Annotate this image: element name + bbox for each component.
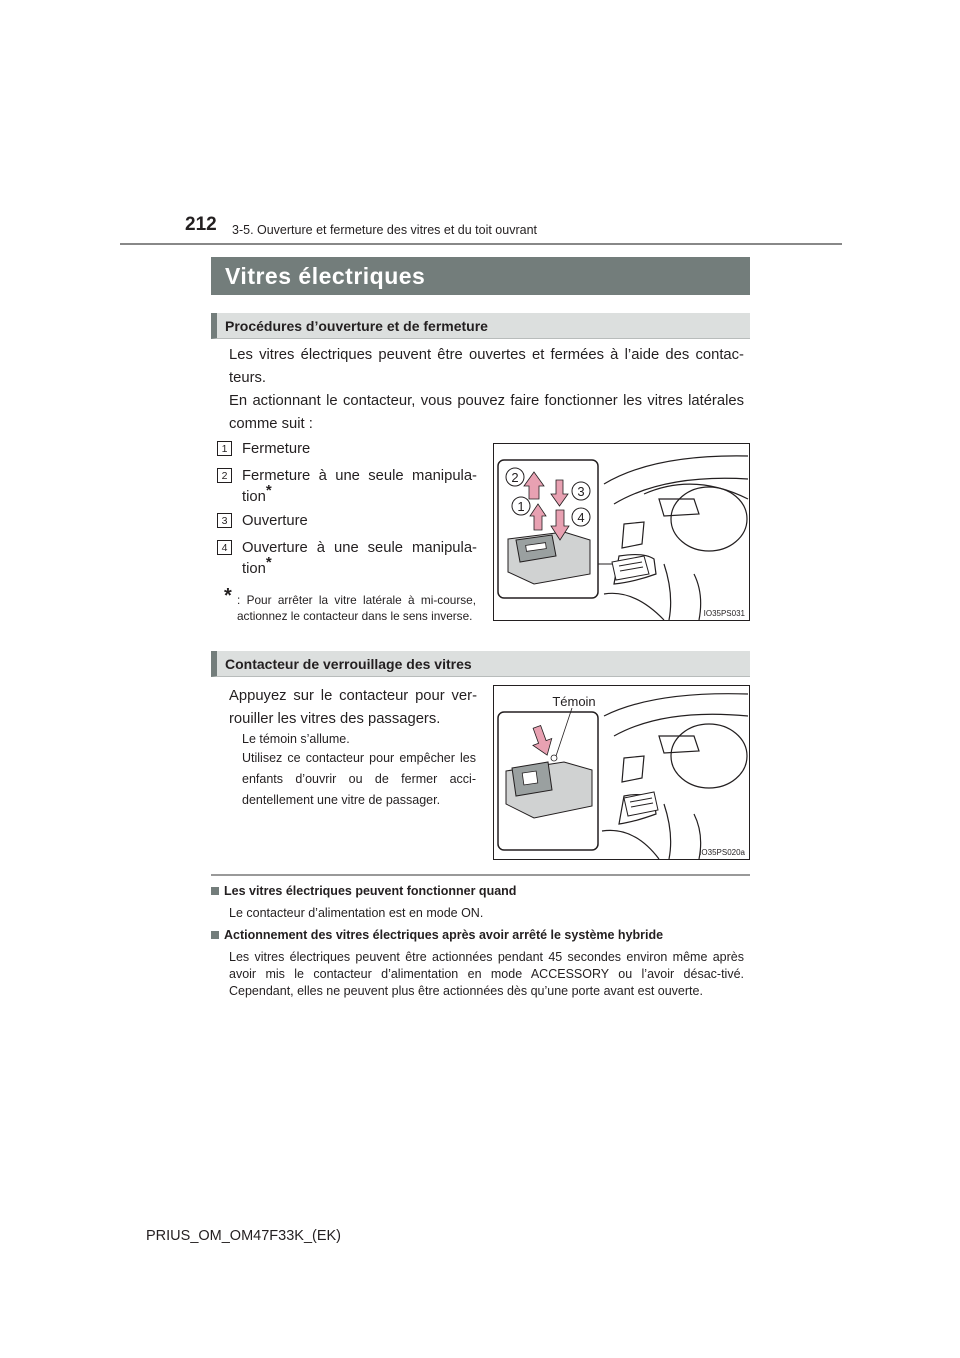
indicator-text: Le témoin s’allume. <box>242 732 350 746</box>
note-heading-text: Actionnement des vitres électriques après avoir arrêté le système hybride <box>224 928 664 942</box>
footnote-text: : Pour arrêter la vitre latérale à mi-course, actionnez le contacteur dans le sens inverse. <box>237 593 476 623</box>
footnote <box>224 585 476 624</box>
figure-code: IO35PS031 <box>703 609 745 618</box>
note-body: Les vitres électriques peuvent être actionnées pendant 45 secondes environ même après avoir mis le contacteur d’alimentation en mode ACCESSORY ou l’avoir désac-tivé. Cependant, elles ne peuvent plus être actionnées dès qu’une porte avant est ouverte. <box>229 950 744 998</box>
callout-label: 3 <box>577 484 585 499</box>
intro-paragraph-1: Les vitres électriques peuvent être ouvertes et fermées à l’aide des contac-teurs. <box>229 347 744 386</box>
list-item <box>221 439 477 460</box>
note-body: Le contacteur d’alimentation est en mode ON. <box>229 906 484 920</box>
figure-lock-switch <box>493 685 750 860</box>
callout-label: 4 <box>577 510 585 525</box>
note-heading <box>211 928 663 942</box>
item-text: Fermeture <box>242 441 311 457</box>
note-heading <box>211 884 516 898</box>
item-number: 3 <box>217 513 232 528</box>
document-footer: PRIUS_OM_OM47F33K_(EK) <box>146 1228 342 1244</box>
header-rule <box>120 243 842 245</box>
list-item <box>221 466 477 508</box>
list-item <box>221 511 477 532</box>
footnote-star: * <box>265 554 272 572</box>
lock-switch-text <box>229 685 477 731</box>
square-bullet-icon <box>211 887 219 895</box>
footnote-star: * <box>224 585 232 607</box>
callout-label: 2 <box>511 470 519 485</box>
section-heading-procedures: Procédures d’ouverture et de fermeture <box>211 313 750 339</box>
lock-switch-instruction: Appuyez sur le contacteur pour ver-rouiller les vitres des passagers. <box>229 688 477 727</box>
item-number: 1 <box>217 441 232 456</box>
window-switch-illustration <box>494 444 749 620</box>
lock-switch-illustration <box>494 686 749 859</box>
section-heading-lock-switch: Contacteur de verrouillage des vitres <box>211 651 750 677</box>
item-number: 2 <box>217 468 232 483</box>
item-text: Fermeture à une seule manipula-tion <box>242 468 477 505</box>
figure-window-switch <box>493 443 750 621</box>
item-text: Ouverture <box>242 513 308 529</box>
usage-text: Utilisez ce contacteur pour empêcher les enfants d’ouvrir ou de fermer acci-dentellement une vitre de passager. <box>242 751 476 807</box>
list-item <box>221 538 477 580</box>
page-number: 212 <box>185 214 217 235</box>
page-title: Vitres électriques <box>211 257 750 295</box>
figure-code: IO35PS020a <box>699 848 745 857</box>
square-bullet-icon <box>211 931 219 939</box>
notes-rule <box>211 874 750 876</box>
chapter-title: 3-5. Ouverture et fermeture des vitres et du toit ouvrant <box>232 223 538 237</box>
item-number: 4 <box>217 540 232 555</box>
indicator-label: Témoin <box>552 694 596 709</box>
item-text: Ouverture à une seule manipula-tion <box>242 540 477 577</box>
intro-paragraph-2: En actionnant le contacteur, vous pouvez faire fonctionner les vitres latérales comme suit : <box>229 393 744 432</box>
callout-label: 1 <box>517 499 525 514</box>
footnote-star: * <box>265 482 272 500</box>
note-heading-text: Les vitres électriques peuvent fonctionner quand <box>224 884 517 898</box>
